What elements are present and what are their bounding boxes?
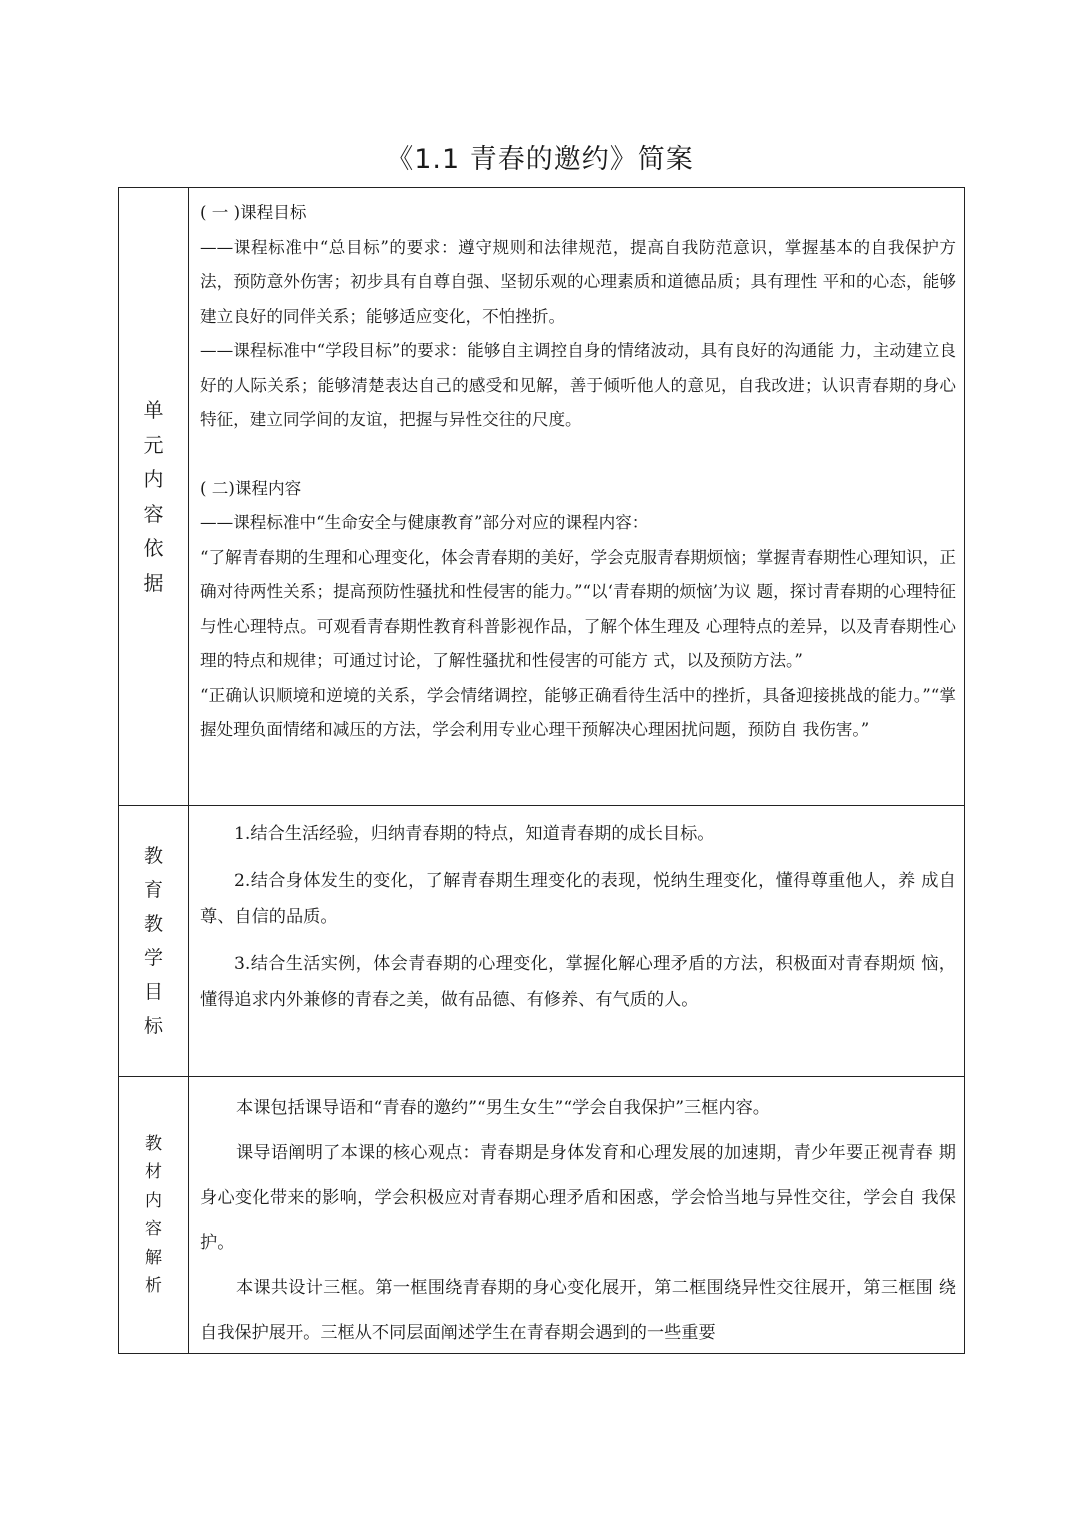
section-label-teaching-goals: 教育教学目标 bbox=[143, 845, 163, 1037]
unit-basis-content bbox=[189, 188, 964, 805]
subheading-course-content: ( 二)课程内容 bbox=[200, 478, 302, 498]
paragraph: “了解青春期的生理和心理变化，体会青春期的美好，学会克服青春期烦恼；掌握青春期性心理知识，正确对待两性关系；提高预防性骚扰和性侵害的能力。”“以‘青春期的烦恼’为议 题，探讨青春期的心理特征与性心理特点。可观看青春期性教育科普影视作品，了解个体生理及 心理特点的差异，以及青春期性心理的特点和规律；可通过讨论，了解性骚扰和性侵害的可能方 式，以及预防方法。” bbox=[200, 547, 956, 670]
paragraph: ——课程标准中“总目标”的要求：遵守规则和法律规范，提高自我防范意识，掌握基本的自我保护方法，预防意外伤害；初步具有自尊自强、坚韧乐观的心理素质和道德品质；具有理性 平和的心态，能够建立良好的同伴关系；能够适应变化，不怕挫折。 bbox=[200, 237, 956, 326]
paragraph: 本课包括课导语和“青春的邀约”“男生女生”“学会自我保护”三框内容。 bbox=[236, 1098, 770, 1118]
section-label-cell bbox=[119, 1077, 189, 1354]
section-row-teaching-goals bbox=[119, 806, 965, 1077]
goal-item: 2.结合身体发生的变化，了解青春期生理变化的表现，悦纳生理变化，懂得尊重他人，养 成自尊、自信的品质。 bbox=[200, 871, 956, 927]
section-content-cell bbox=[189, 806, 965, 1077]
paragraph: 课导语阐明了本课的核心观点：青春期是身体发育和心理发展的加速期，青少年要正视青春 期身心变化带来的影响，学会积极应对青春期心理矛盾和困惑，学会恰当地与异性交往，学会自 我保护。 bbox=[200, 1143, 956, 1253]
section-content-cell bbox=[189, 188, 965, 806]
paragraph: ——课程标准中“学段目标”的要求：能够自主调控自身的情绪波动，具有良好的沟通能 力，主动建立良好的人际关系；能够清楚表达自己的感受和见解，善于倾听他人的意见，自我改进；认识青春期的身心特征，建立同学间的友谊，把握与异性交往的尺度。 bbox=[200, 341, 956, 429]
spacer bbox=[200, 438, 956, 472]
section-label-cell bbox=[119, 806, 189, 1077]
section-label-unit-basis: 单元内容依据 bbox=[143, 398, 164, 595]
lesson-plan-table bbox=[118, 187, 965, 1354]
section-content-cell bbox=[189, 1077, 965, 1354]
teaching-goals-content bbox=[189, 806, 964, 1076]
section-row-textbook-analysis bbox=[119, 1077, 965, 1354]
subheading-course-goals: ( 一 )课程目标 bbox=[200, 203, 307, 222]
goal-item: 1.结合生活经验，归纳青春期的特点，知道青春期的成长目标。 bbox=[234, 824, 715, 844]
document-title: 《1.1 青春的邀约》简案 bbox=[386, 144, 694, 175]
paragraph: “正确认识顺境和逆境的关系，学会情绪调控，能够正确看待生活中的挫折，具备迎接挑战的能力。”“掌握处理负面情绪和减压的方法，学会利用专业心理干预解决心理困扰问题，预防自 我伤害。” bbox=[200, 685, 956, 739]
paragraph: 本课共设计三框。第一框围绕青春期的身心变化展开，第二框围绕异性交往展开，第三框围 绕自我保护展开。三框从不同层面阐述学生在青春期会遇到的一些重要 bbox=[200, 1278, 956, 1343]
section-label-textbook-analysis: 教材内容解析 bbox=[145, 1133, 162, 1296]
section-label-cell bbox=[119, 188, 189, 806]
goal-item: 3.结合生活实例，体会青春期的心理变化，掌握化解心理矛盾的方法，积极面对青春期烦 恼，懂得追求内外兼修的青春之美，做有品德、有修养、有气质的人。 bbox=[200, 954, 956, 1010]
section-row-unit-basis bbox=[119, 188, 965, 806]
paragraph: ——课程标准中“生命安全与健康教育”部分对应的课程内容： bbox=[200, 513, 649, 532]
textbook-analysis-content bbox=[189, 1077, 964, 1353]
